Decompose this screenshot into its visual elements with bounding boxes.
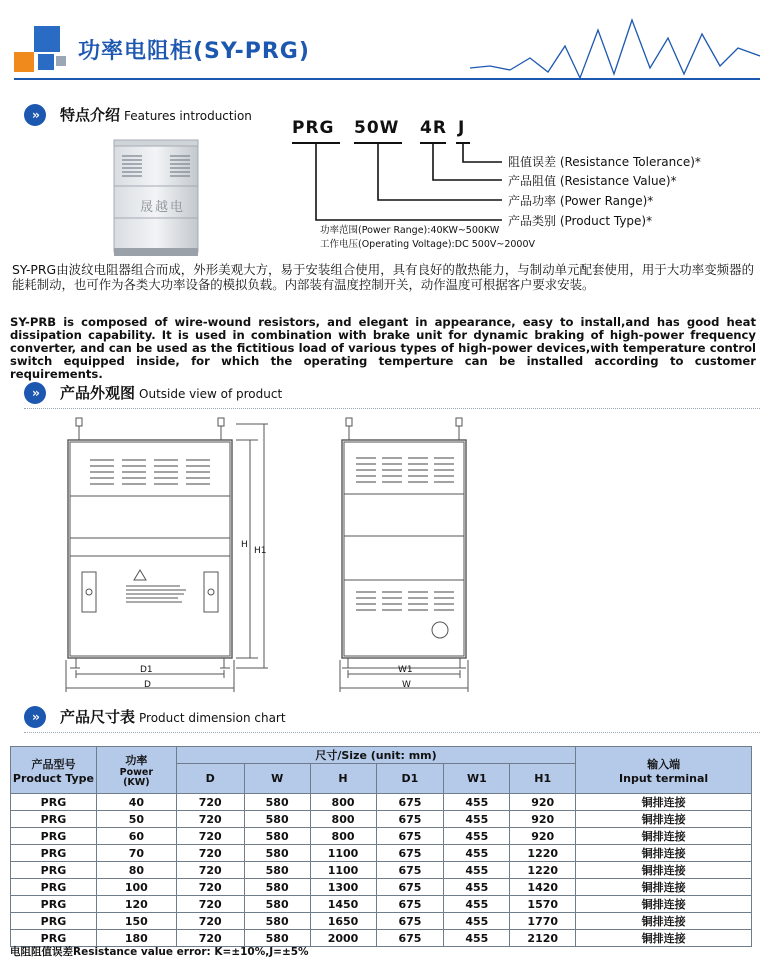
table-cell: 580 [244, 862, 310, 879]
table-cell: 2000 [310, 930, 376, 947]
table-cell: 580 [244, 879, 310, 896]
table-cell: 1650 [310, 913, 376, 930]
table-cell: 铜排连接 [576, 828, 752, 845]
table-cell: 675 [376, 913, 444, 930]
table-cell: 1450 [310, 896, 376, 913]
table-row [11, 828, 752, 845]
table-cell: 80 [96, 862, 176, 879]
table-row [11, 862, 752, 879]
table-cell: 铜排连接 [576, 845, 752, 862]
table-cell: 70 [96, 845, 176, 862]
code-power-desc: 产品功率 (Power Range)* [508, 194, 654, 208]
table-cell: 580 [244, 845, 310, 862]
table-cell: 455 [444, 828, 510, 845]
table-cell: 1100 [310, 845, 376, 862]
table-cell: 675 [376, 811, 444, 828]
table-cell: 1300 [310, 879, 376, 896]
code-tolerance: J [458, 118, 466, 138]
table-cell: PRG [11, 794, 97, 811]
header-terminal: 输入端 Input terminal [576, 747, 752, 794]
table-cell: 50 [96, 811, 176, 828]
outside-title-cn: 产品外观图 [60, 384, 136, 402]
tolerance-footnote: 电阻阻值误差Resistance value error: K=±10%,J=±5% [10, 946, 309, 958]
code-type: PRG [292, 118, 335, 138]
description-cn: SY-PRG由波纹电阻器组合而成，外形美观大方，易于安装组合使用，具有良好的散热能力，与制动单元配套使用，用于大功率变频器的能耗制动，也可作为各类大功率设备的模拟负载。内部装有温度控制开关，动作温度可根据客户要求安装。 [12, 262, 754, 292]
table-cell: 1570 [510, 896, 576, 913]
page-title: 功率电阻柜(SY-PRG) [78, 39, 310, 64]
table-cell: 100 [96, 879, 176, 896]
table-cell: 60 [96, 828, 176, 845]
table-cell: 铜排连接 [576, 811, 752, 828]
table-cell: 920 [510, 811, 576, 828]
table-cell: 580 [244, 794, 310, 811]
wave-decoration-icon [470, 8, 760, 80]
table-cell: 720 [176, 794, 244, 811]
power-range-note: 功率范围(Power Range):40KW~500KW [320, 225, 500, 236]
table-cell: PRG [11, 913, 97, 930]
table-cell: 455 [444, 794, 510, 811]
table-cell: 720 [176, 879, 244, 896]
table-cell: 800 [310, 811, 376, 828]
code-value-desc: 产品阻值 (Resistance Value)* [508, 174, 677, 188]
table-cell: 1100 [310, 862, 376, 879]
side-view-drawing [334, 416, 484, 696]
header-col: D [176, 764, 244, 794]
table-cell: 铜排连接 [576, 862, 752, 879]
logo-icon [14, 26, 64, 72]
product-code-diagram [292, 118, 752, 258]
table-row [11, 811, 752, 828]
code-power: 50W [354, 118, 400, 138]
table-cell: 720 [176, 862, 244, 879]
chart-heading [24, 706, 760, 730]
chevron-right-icon: ›› [24, 706, 46, 728]
table-cell: 铜排连接 [576, 896, 752, 913]
front-view-drawing [40, 416, 280, 696]
table-cell: 720 [176, 845, 244, 862]
chevron-right-icon: ›› [24, 382, 46, 404]
dim-label-w1: W1 [398, 665, 413, 675]
chart-title-cn: 产品尺寸表 [60, 708, 136, 726]
features-title-cn: 特点介绍 [60, 106, 121, 124]
table-cell: 455 [444, 930, 510, 947]
header-col: W [244, 764, 310, 794]
table-cell: 720 [176, 913, 244, 930]
chart-title-en: Product dimension chart [139, 711, 286, 725]
table-cell: PRG [11, 862, 97, 879]
table-cell: PRG [11, 879, 97, 896]
table-cell: 800 [310, 794, 376, 811]
table-cell: 1220 [510, 845, 576, 862]
table-cell: 铜排连接 [576, 879, 752, 896]
table-cell: 180 [96, 930, 176, 947]
outside-title-en: Outside view of product [139, 387, 283, 401]
table-cell: 铜排连接 [576, 913, 752, 930]
table-cell: 675 [376, 896, 444, 913]
table-row [11, 794, 752, 811]
table-cell: 720 [176, 930, 244, 947]
description-en: SY-PRB is composed of wire-wound resistors, and elegant in appearance, easy to install,and has good heat dissipation capability. It is used in combination with brake unit for dynamic braking of high-power frequency converter, and can be used as the fictitious load of various types of high-power devices,with temperature control switch equipped inside, for which the operating temperture can be installed according to customer requirements. [10, 315, 756, 381]
code-value: 4R [420, 118, 447, 138]
table-cell: 720 [176, 828, 244, 845]
dim-label-d1: D1 [140, 665, 153, 675]
features-title-en: Features introduction [124, 109, 252, 123]
table-cell: 675 [376, 794, 444, 811]
table-row [11, 896, 752, 913]
page-header [0, 0, 760, 82]
header-size: 尺寸/Size (unit: mm) [176, 747, 575, 764]
table-cell: 800 [310, 828, 376, 845]
table-row [11, 913, 752, 930]
table-cell: PRG [11, 930, 97, 947]
header-col: H1 [510, 764, 576, 794]
table-cell: 675 [376, 828, 444, 845]
header-rule [14, 78, 760, 80]
header-model: 产品型号 Product Type [11, 747, 97, 794]
table-row [11, 845, 752, 862]
table-cell: 580 [244, 930, 310, 947]
table-cell: 580 [244, 828, 310, 845]
table-cell: 580 [244, 896, 310, 913]
table-cell: 1420 [510, 879, 576, 896]
table-cell: 580 [244, 811, 310, 828]
dim-label-d: D [144, 680, 151, 690]
table-cell: 455 [444, 845, 510, 862]
table-cell: PRG [11, 845, 97, 862]
voltage-note: 工作电压(Operating Voltage):DC 500V~2000V [320, 239, 535, 250]
header-col: H [310, 764, 376, 794]
table-cell: 120 [96, 896, 176, 913]
table-cell: PRG [11, 828, 97, 845]
table-cell: 150 [96, 913, 176, 930]
dim-label-w: W [402, 680, 411, 690]
dim-label-h: H [241, 540, 248, 550]
table-cell: 675 [376, 862, 444, 879]
header-col: D1 [376, 764, 444, 794]
table-cell: 455 [444, 811, 510, 828]
table-cell: 920 [510, 828, 576, 845]
chevron-right-icon: ›› [24, 104, 46, 126]
table-cell: 40 [96, 794, 176, 811]
dim-label-h1: H1 [254, 546, 267, 556]
table-cell: 720 [176, 896, 244, 913]
code-tolerance-desc: 阻值误差 (Resistance Tolerance)* [508, 155, 701, 169]
table-cell: 1770 [510, 913, 576, 930]
table-row [11, 879, 752, 896]
table-cell: PRG [11, 896, 97, 913]
table-cell: PRG [11, 811, 97, 828]
header-col: W1 [444, 764, 510, 794]
header-power: 功率 Power (KW) [96, 747, 176, 794]
table-cell: 铜排连接 [576, 930, 752, 947]
table-cell: 铜排连接 [576, 794, 752, 811]
dimension-table [10, 746, 752, 947]
outside-heading [24, 382, 760, 406]
table-cell: 675 [376, 845, 444, 862]
table-cell: 455 [444, 896, 510, 913]
table-cell: 675 [376, 879, 444, 896]
table-cell: 580 [244, 913, 310, 930]
table-cell: 455 [444, 913, 510, 930]
photo-watermark: 晟越电 [140, 200, 186, 215]
table-cell: 455 [444, 862, 510, 879]
table-cell: 675 [376, 930, 444, 947]
code-type-desc: 产品类别 (Product Type)* [508, 214, 653, 228]
table-cell: 920 [510, 794, 576, 811]
table-cell: 2120 [510, 930, 576, 947]
table-cell: 1220 [510, 862, 576, 879]
table-cell: 455 [444, 879, 510, 896]
table-cell: 720 [176, 811, 244, 828]
